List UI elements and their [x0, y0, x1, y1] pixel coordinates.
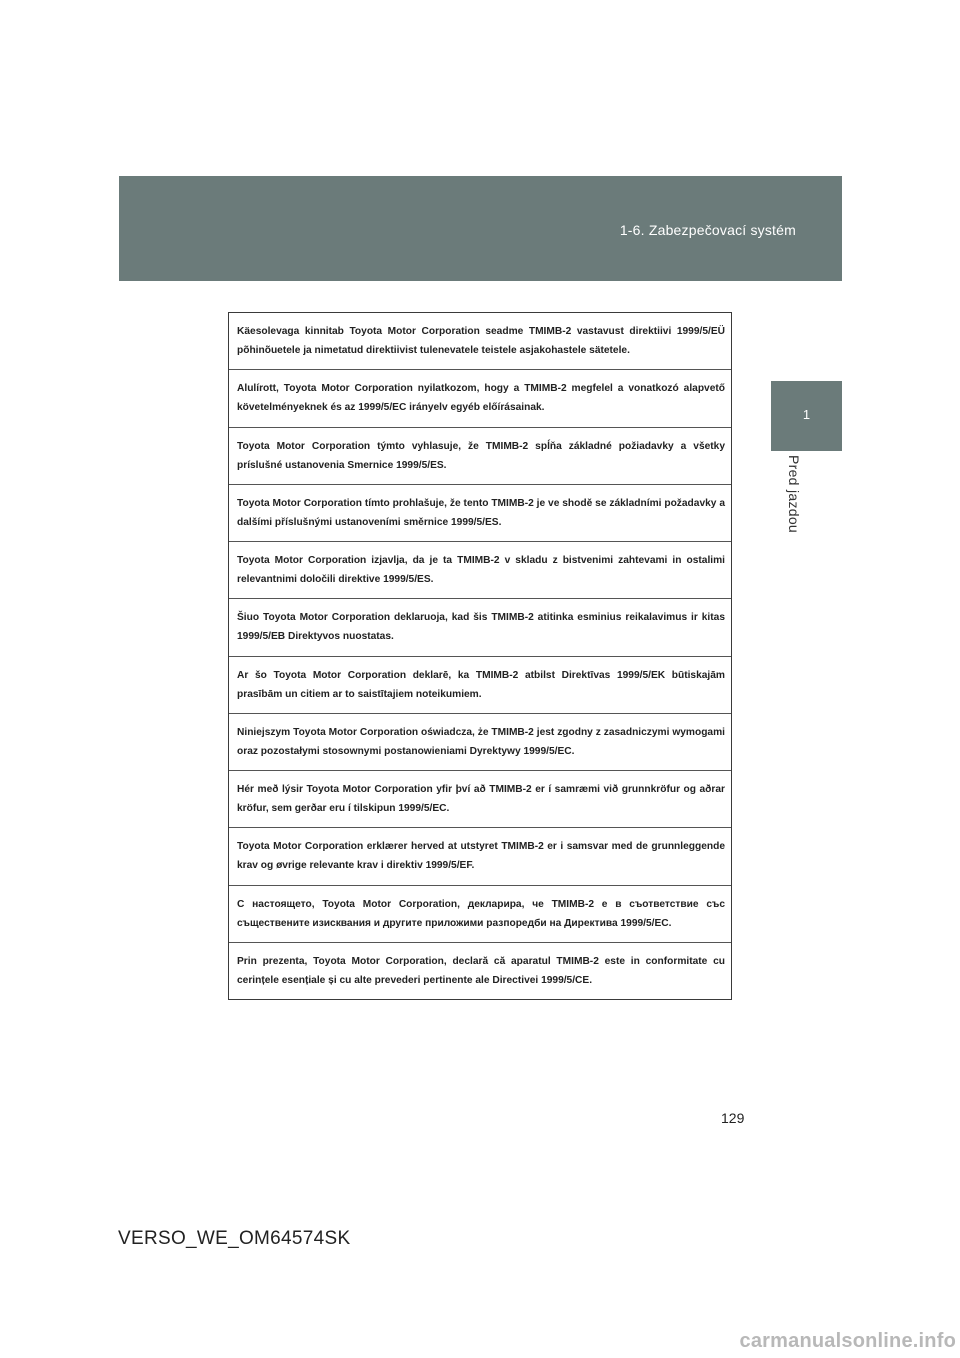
- chapter-number: 1: [802, 407, 811, 422]
- declaration-slovenian: Toyota Motor Corporation izjavlja, da je ta TMIMB-2 v skladu z bistvenimi zahtevami in ostalimi relevantnimi določili direktive 1999/5/ES.: [229, 542, 731, 599]
- declaration-slovak: Toyota Motor Corporation týmto vyhlasuje, že TMIMB-2 spĺňa základné požiadavky a všetky príslušné ustanovenia Smernice 1999/5/ES.: [229, 428, 731, 485]
- declaration-lithuanian: Šiuo Toyota Motor Corporation deklaruoja, kad šis TMIMB-2 atitinka esminius reikalavimus ir kitas 1999/5/EB Direktyvos nuostatas.: [229, 599, 731, 656]
- page-number: 129: [721, 1110, 745, 1126]
- declaration-hungarian: Alulírott, Toyota Motor Corporation nyilatkozom, hogy a TMIMB-2 megfelel a vonatkozó alapvető követelményeknek és az 1999/5/EC irányelv egyéb előírásainak.: [229, 370, 731, 427]
- declaration-estonian: Käesolevaga kinnitab Toyota Motor Corporation seadme TMIMB-2 vastavust direktiivi 1999/5/EÜ põhinõuetele ja nimetatud direktiivist tulenevatele teistele asjakohastele sätetele.: [229, 313, 731, 370]
- watermark: carmanualsonline.info: [739, 1330, 956, 1352]
- declaration-czech: Toyota Motor Corporation tímto prohlašuje, že tento TMIMB-2 je ve shodě se základními požadavky a dalšími příslušnými ustanoveními směrnice 1999/5/ES.: [229, 485, 731, 542]
- declaration-romanian: Prin prezenta, Toyota Motor Corporation, declară că aparatul TMIMB-2 este in conformitate cu cerințele esențiale și cu alte prevederi pertinente ale Directivei 1999/5/CE.: [237, 955, 725, 986]
- chapter-label-container: [786, 455, 806, 575]
- declaration-icelandic: Hér með lýsir Toyota Motor Corporation yfir því að TMIMB-2 er í samræmi við grunnkröfur og aðrar kröfur, sem gerðar eru í tilskipun 1999/5/EC.: [229, 771, 731, 828]
- declaration-bulgarian: С настоящето, Toyota Motor Corporation, декларира, че TMIMB-2 е в съответствие със съществените изисквания и другите приложими разпоредби на Директива 1999/5/ЕС.: [229, 886, 731, 943]
- declaration-table: [228, 312, 732, 1000]
- declaration-norwegian: Toyota Motor Corporation erklærer herved at utstyret TMIMB-2 er i samsvar med de grunnleggende krav og øvrige relevante krav i direktiv 1999/5/EF.: [229, 828, 731, 885]
- header-band: [119, 176, 842, 281]
- chapter-tab: [771, 381, 842, 451]
- declaration-latvian: Ar šo Toyota Motor Corporation deklarē, ka TMIMB-2 atbilst Direktīvas 1999/5/EK būtiskajām prasībām un citiem ar to saistītajiem noteikumiem.: [229, 657, 731, 714]
- chapter-label: Pred jazdou: [786, 455, 802, 534]
- document-code: VERSO_WE_OM64574SK: [118, 1228, 351, 1249]
- declaration-polish: Niniejszym Toyota Motor Corporation oświadcza, że TMIMB-2 jest zgodny z zasadniczymi wymogami oraz pozostałymi stosownymi postanowieniami Dyrektywy 1999/5/EC.: [229, 714, 731, 771]
- section-title: 1-6. Zabezpečovací systém: [619, 222, 796, 238]
